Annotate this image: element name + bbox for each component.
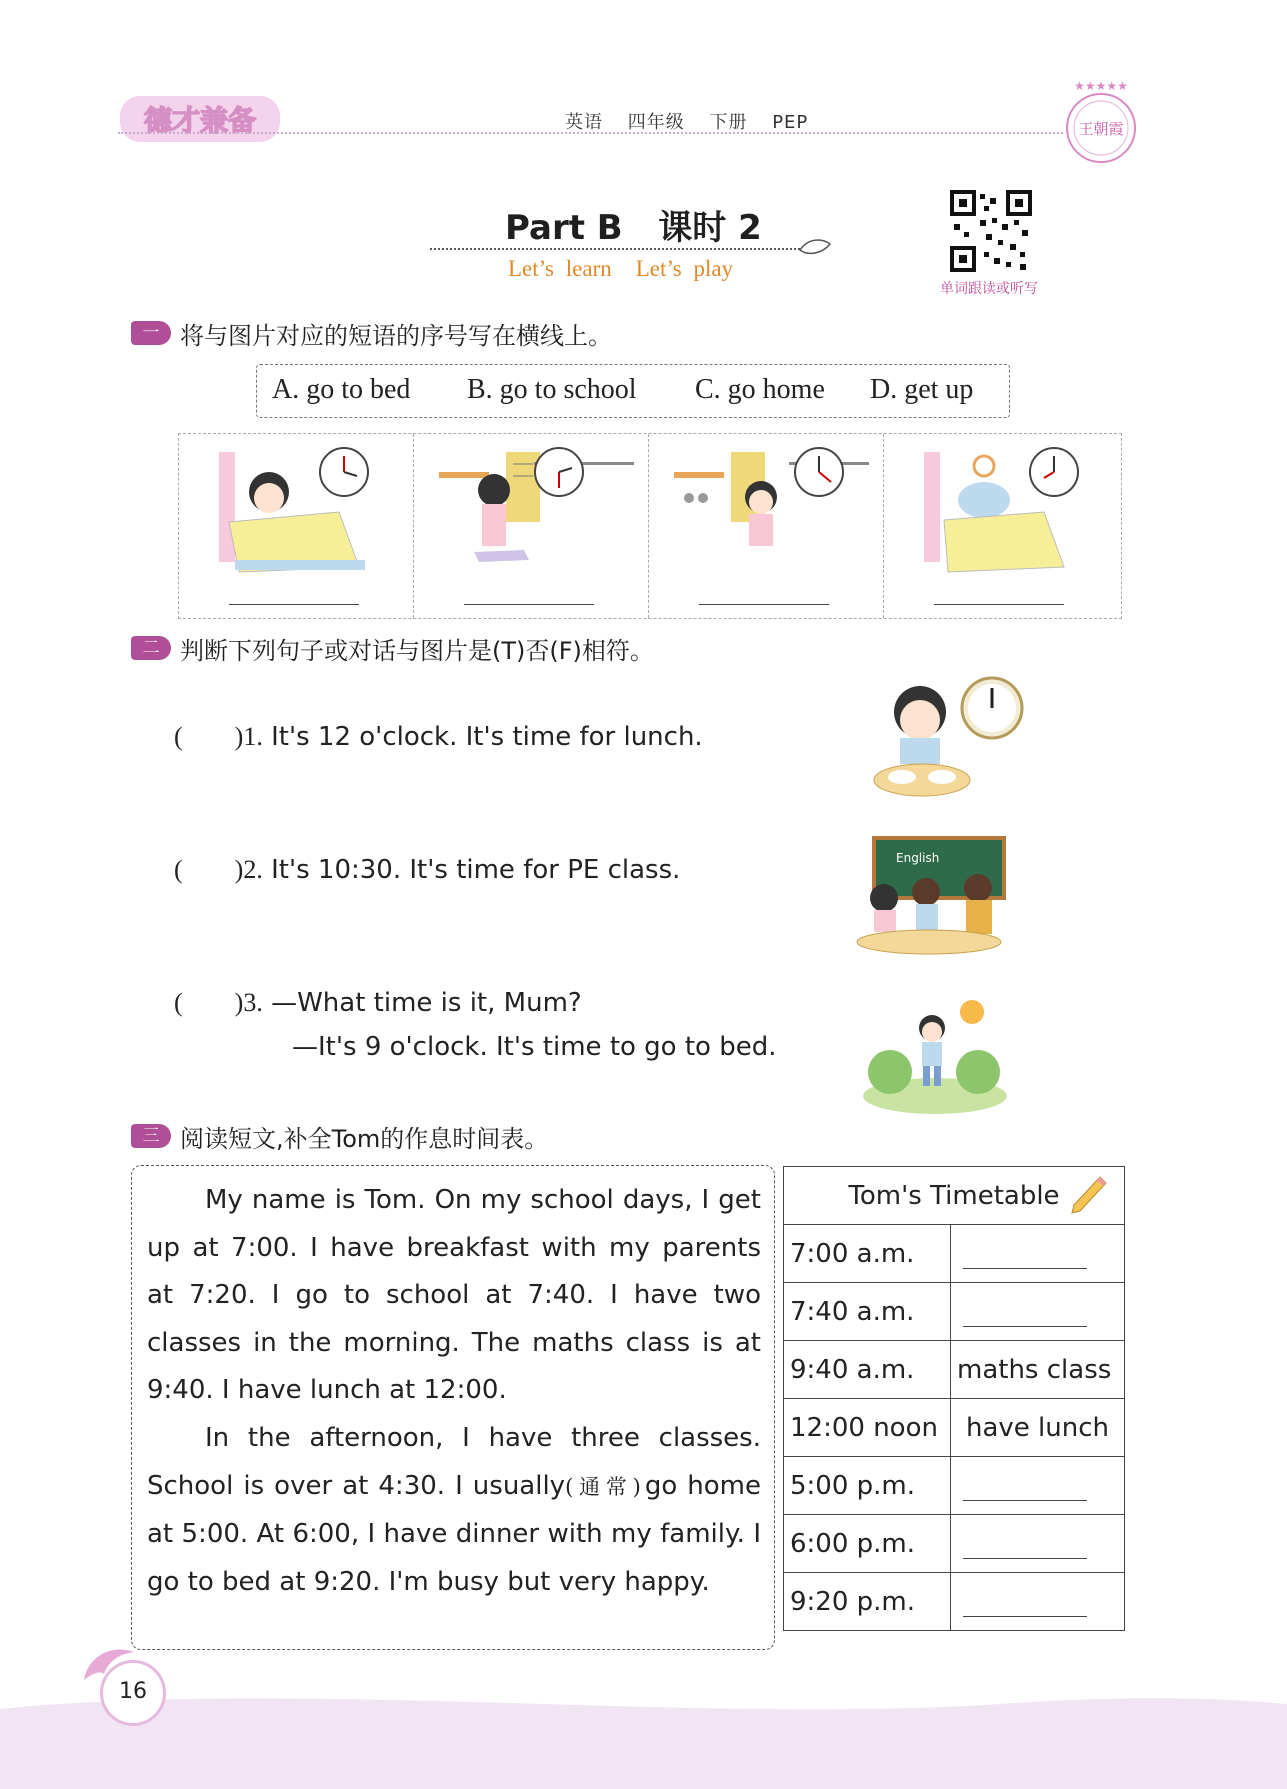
- option-d: D. get up: [870, 374, 974, 405]
- item-text-2: It's 10:30. It's time for PE class.: [271, 855, 681, 885]
- reading-passage: [147, 1177, 761, 1606]
- timetable-time: 7:40 a.m.: [784, 1283, 951, 1341]
- answer-blank-1[interactable]: [229, 604, 359, 605]
- item-text-1: It's 12 o'clock. It's time for lunch.: [271, 722, 703, 752]
- timetable-row: [784, 1341, 1125, 1399]
- timetable-activity[interactable]: [951, 1515, 1125, 1573]
- picture-cell-1: [179, 434, 414, 618]
- timetable: [783, 1166, 1125, 1631]
- answer-paren-2[interactable]: ( ): [174, 855, 244, 884]
- option-a: A. go to bed: [272, 374, 411, 405]
- logo: [118, 88, 288, 146]
- timetable-time: 12:00 noon: [784, 1399, 951, 1457]
- pencil-icon: [1068, 1173, 1108, 1217]
- girl-lunch-illustration: [862, 672, 1042, 802]
- classroom-illustration: [854, 836, 1014, 956]
- timetable-time: 7:00 a.m.: [784, 1225, 951, 1283]
- timetable-blank[interactable]: [963, 1300, 1087, 1327]
- timetable-blank[interactable]: [963, 1474, 1087, 1501]
- timetable-title: Tom's Timetable: [848, 1180, 1060, 1211]
- timetable-row: [784, 1225, 1125, 1283]
- timetable-title-cell: [784, 1167, 1125, 1225]
- volume-label: 下册: [709, 112, 748, 133]
- seal-logo: [1060, 76, 1142, 168]
- section1-badge: 一: [131, 321, 171, 345]
- grade-label: 四年级: [627, 112, 685, 133]
- item-number-1: 1.: [243, 722, 263, 751]
- answer-blank-4[interactable]: [934, 604, 1064, 605]
- passage-paragraph-1: My name is Tom. On my school days, I get up at 7:00. I have breakfast with my parents at 7:20. I go to school at 7:40. I have two classes in the morning. The maths class is at 9:40. I have lunch at 12:00.: [147, 1185, 761, 1406]
- edition-label: PEP: [772, 112, 809, 133]
- boy-outdoor-illustration: [860, 1000, 1010, 1115]
- answer-paren-1[interactable]: ( ): [174, 722, 244, 751]
- girl-going-home-illustration: [669, 442, 869, 592]
- bottom-wave-decoration: [0, 1679, 1287, 1789]
- picture-cell-4: [884, 434, 1121, 618]
- timetable-activity: maths class: [951, 1341, 1125, 1399]
- passage-paragraph-2a: In the afternoon, I have three classes. School is over at 4:30. I usually: [147, 1422, 761, 1501]
- passage-paragraph-2: [147, 1415, 761, 1606]
- option-c: C. go home: [695, 374, 825, 405]
- tf-item-3: [174, 988, 582, 1018]
- timetable-time: 6:00 p.m.: [784, 1515, 951, 1573]
- picture-cell-2: [414, 434, 649, 618]
- subtitle-lets-learn: Let’s learn: [508, 256, 612, 281]
- girl-going-to-school-illustration: [434, 442, 634, 592]
- timetable-header-row: [784, 1167, 1125, 1225]
- svg-text:王朝霞: 王朝霞: [1078, 120, 1124, 138]
- timetable-activity[interactable]: [951, 1573, 1125, 1631]
- timetable-time: 9:20 p.m.: [784, 1573, 951, 1631]
- section1-instruction: 将与图片对应的短语的序号写在横线上。: [180, 322, 612, 350]
- timetable-row: [784, 1515, 1125, 1573]
- lesson-subtitle: [508, 256, 757, 282]
- girl-in-bed-illustration: [199, 442, 399, 592]
- picture-cell-3: [649, 434, 884, 618]
- svg-text:德才兼备: 德才兼备: [143, 104, 257, 137]
- timetable-time: 5:00 p.m.: [784, 1457, 951, 1515]
- leaf-icon: [798, 236, 832, 258]
- timetable-blank[interactable]: [963, 1242, 1087, 1269]
- subtitle-lets-play: Let’s play: [635, 256, 734, 281]
- subject-label: 英语: [565, 112, 603, 133]
- item-number-3: 3.: [243, 988, 263, 1017]
- svg-text:★★★★★: ★★★★★: [1074, 79, 1128, 93]
- option-b: B. go to school: [467, 374, 637, 405]
- timetable-activity: have lunch: [951, 1399, 1125, 1457]
- timetable-row: [784, 1399, 1125, 1457]
- qr-label: 单词跟读或听写: [940, 281, 1038, 297]
- item-number-2: 2.: [243, 855, 263, 884]
- title-divider: [430, 248, 800, 250]
- passage-paragraph-2b: go home at 5:00. At 6:00, I have dinner with my family. I go to bed at 9:20. I'm busy but very happy.: [147, 1470, 761, 1597]
- header-info: [565, 108, 826, 134]
- section2-instruction: 判断下列句子或对话与图片是(T)否(F)相符。: [180, 637, 654, 665]
- timetable-row: [784, 1573, 1125, 1631]
- answer-blank-3[interactable]: [699, 604, 829, 605]
- timetable-time: 9:40 a.m.: [784, 1341, 951, 1399]
- answer-paren-3[interactable]: ( ): [174, 988, 244, 1017]
- timetable-row: [784, 1283, 1125, 1341]
- tf-item-2: [174, 855, 680, 885]
- picture-grid: [178, 433, 1122, 619]
- timetable-blank[interactable]: [963, 1590, 1087, 1617]
- page-number: 16: [100, 1660, 166, 1726]
- qr-code-icon[interactable]: [950, 190, 1032, 272]
- timetable-blank[interactable]: [963, 1532, 1087, 1559]
- item-text-3a: —What time is it, Mum?: [271, 988, 582, 1018]
- timetable-activity[interactable]: [951, 1225, 1125, 1283]
- section3-badge: 三: [131, 1124, 171, 1148]
- passage-note: (通常): [565, 1474, 645, 1499]
- page-title: Part B 课时 2: [505, 208, 762, 248]
- girl-asleep-illustration: [904, 442, 1104, 592]
- timetable-activity[interactable]: [951, 1457, 1125, 1515]
- chalkboard-text: English: [896, 851, 940, 865]
- timetable-activity[interactable]: [951, 1283, 1125, 1341]
- section2-badge: 二: [131, 636, 171, 660]
- item-text-3b: —It's 9 o'clock. It's time to go to bed.: [292, 1032, 777, 1062]
- tf-item-1: [174, 722, 703, 752]
- answer-blank-2[interactable]: [464, 604, 594, 605]
- timetable-row: [784, 1457, 1125, 1515]
- section3-instruction: 阅读短文,补全Tom的作息时间表。: [180, 1125, 549, 1153]
